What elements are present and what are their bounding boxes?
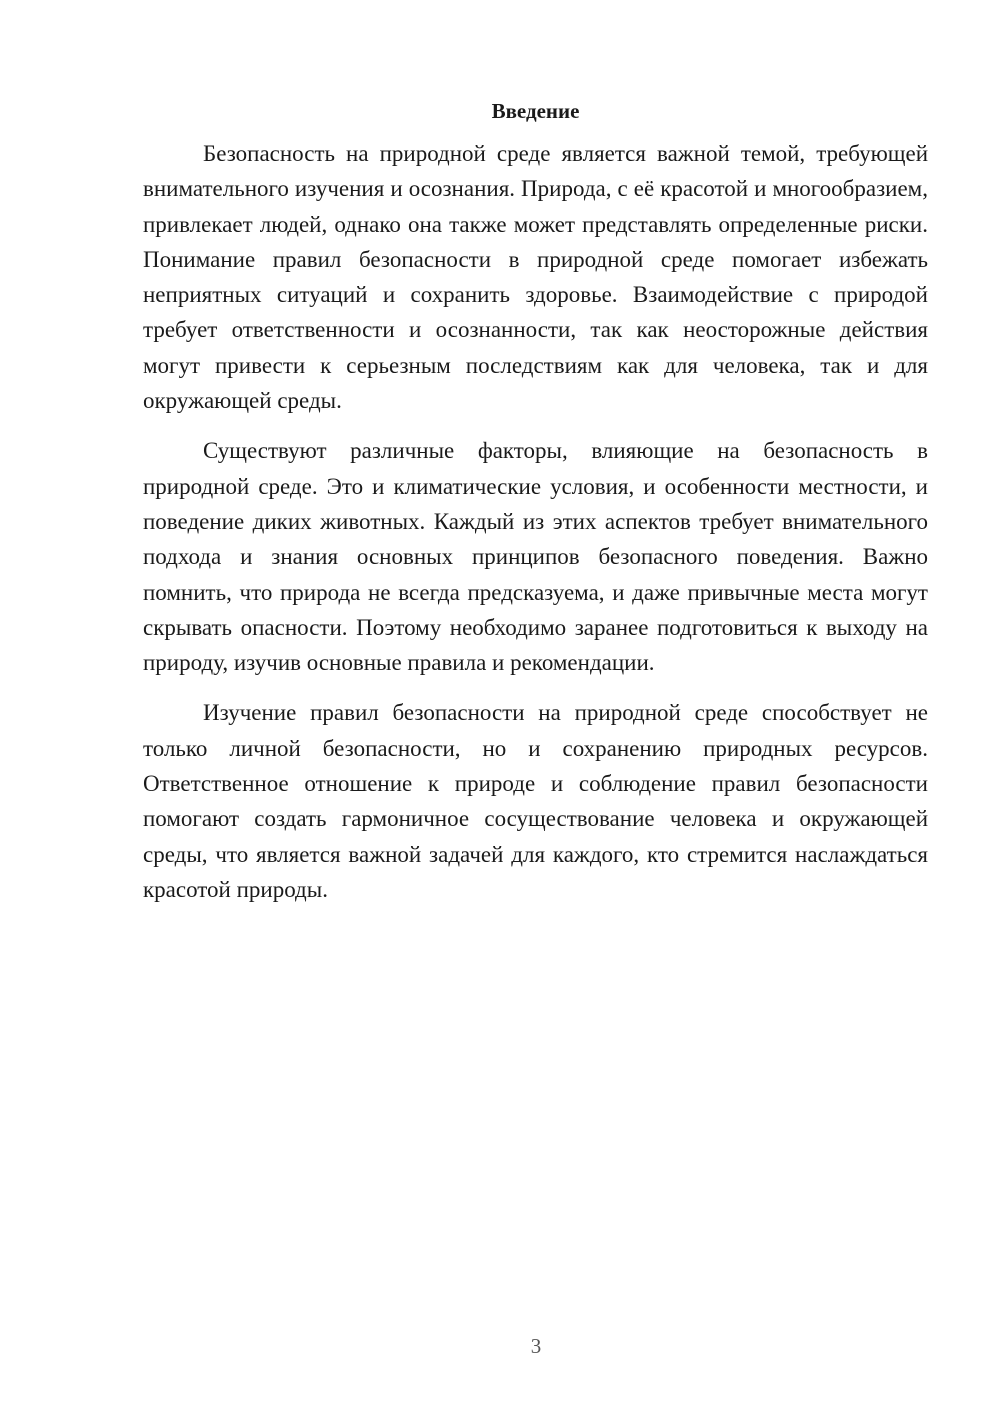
page-number: 3: [530, 1334, 542, 1358]
page-content: [143, 96, 928, 922]
paragraph-2: Существуют различные факторы, влияющие на безопасность в природной среде. Это и климатические условия, и особенности местности, и поведение диких животных. Каждый из этих аспектов требует внимательного подхода и знания основных принципов безопасного поведения. Важно помнить, что природа не всегда предсказуема, и даже привычные места могут скрывать опасности. Поэтому необходимо заранее подготовиться к выходу на природу, изучив основные правила и рекомендации.: [143, 438, 928, 676]
paragraph-1: Безопасность на природной среде является важной темой, требующей внимательного изучения и осознания. Природа, с её красотой и многообразием, привлекает людей, однако она также может представлять определенные риски. Понимание правил безопасности в природной среде помогает избежать неприятных ситуаций и сохранить здоровье. Взаимодействие с природой требует ответственности и осознанности, так как неосторожные действия могут привести к серьезным последствиям как для человека, так и для окружающей среды.: [143, 141, 928, 414]
section-title: Введение: [491, 99, 580, 123]
paragraph-3: Изучение правил безопасности на природной среде способствует не только личной безопасности, но и сохранению природных ресурсов. Ответственное отношение к природе и соблюдение правил безопасности помогают создать гармоничное сосуществование человека и окружающей среды, что является важной задачей для каждого, кто стремится наслаждаться красотой природы.: [143, 700, 928, 902]
